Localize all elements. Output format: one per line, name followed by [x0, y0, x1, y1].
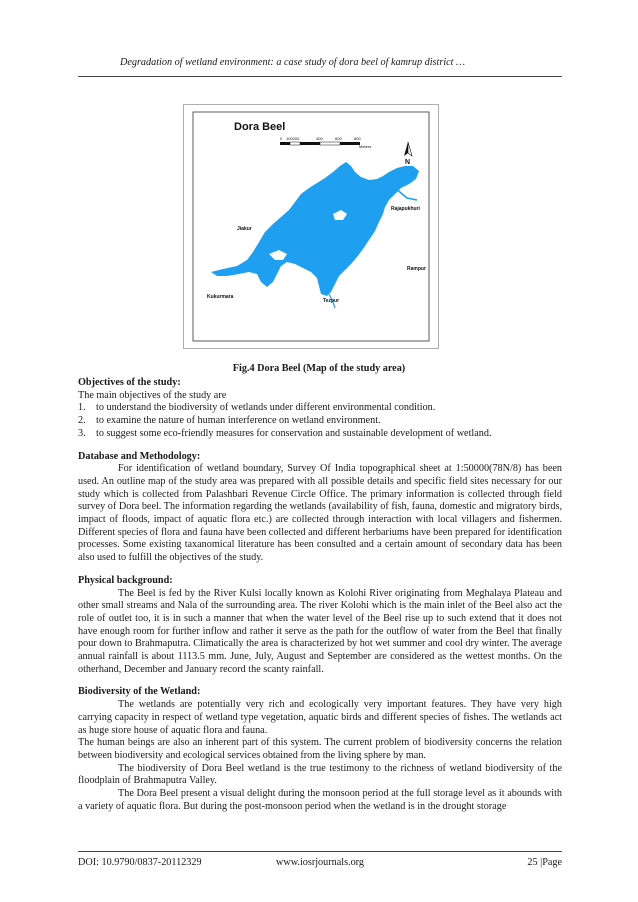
running-header: Degradation of wetland environment: a case study of dora beel of kamrup district …: [120, 57, 466, 68]
place-label: Rajapukhuri: [391, 206, 420, 212]
biodiversity-paragraph: The Dora Beel present a visual delight during the monsoon period at the full storage level as it abounds with a variety of aquatic flora. But during the post-monsoon period when the wetland is in the drought storage: [78, 788, 562, 812]
biodiversity-heading: Biodiversity of the Wetland:: [78, 686, 201, 698]
biodiversity-paragraph: The wetlands are potentially very rich and ecologically very important features. They have very high carrying capacity in respect of wetland type vegetation, aquatic birds and different species of fishes. The wetlands act as huge store house of aquatic flora and fauna.: [78, 699, 562, 736]
objectives-list: [78, 402, 562, 440]
header-rule: [78, 76, 562, 77]
objectives-heading: Objectives of the study:: [78, 377, 181, 388]
physical-heading: Physical background:: [78, 574, 173, 586]
biodiversity-paragraph: The biodiversity of Dora Beel wetland is the true testimony to the richness of wetland biodiversity of the floodplain of Brahmaputra Valley.: [78, 762, 562, 787]
article-body: [78, 377, 562, 814]
study-area-map: [183, 104, 439, 349]
methodology-paragraph: For identification of wetland boundary, Survey Of India topographical sheet at 1:50000(78N/8) has been used. An outline map of the study area was prepared with all possible details and specific field sites necessary for our study which is collected from Palashbari Revenue Circle Office. The primary information is collected through field survey of Dora beel. The information regarding the wetlands (availability of fish, fauna, domestic and migratory birds, impact of floods, impact of aquatic flora etc.) are collected through interaction with local villagers and fishermen. Different species of flora and fauna have been collected and different herbariums have been prepared for identification processes. Some existing taxanomical literature has been consulted and a certain amount of secondary data has been also used to fulfill the objectives of the study.: [78, 463, 562, 564]
footer-rule: [78, 851, 562, 852]
physical-paragraph: The Beel is fed by the River Kulsi locally known as Kolohi River originating from Meghalaya Plateau and other small streams and Nala of the surrounding area. The river Kolohi which is the main inlet of the Beel also act the role of outlet too, it is in such a manner that when the water level of the Beel rise up to such extend that it does not have enough room for further inflow and rather it serve as the path for the outflow of water from the Beel that finally pour down to Brahmaputra. Climatically the area is characterized by hot wet summer and cool dry winter. The average annual rainfall is about 1113.5 mm. June, July, August and September are considered as the wettest months. On the otherhand, December and January record the scanty rainfall.: [78, 587, 562, 675]
biodiversity-paragraph: The human beings are also an inherent part of this system. The current problem of biodiversity concerns the relation between biodiversity and ecological services obtained from the living sphere by man.: [78, 737, 562, 761]
footer-doi: DOI: 10.9790/0837-20112329: [78, 857, 202, 868]
place-label: Jiakur: [237, 226, 252, 232]
place-label: Rampur: [407, 266, 426, 272]
scale-label: 0: [280, 136, 283, 141]
list-item: 1. to understand the biodiversity of wetlands under different environmental condition.: [78, 402, 436, 414]
scale-unit: Meters: [359, 144, 372, 149]
methodology-heading: Database and Methodology:: [78, 450, 201, 462]
scale-label: 600: [335, 136, 342, 141]
north-label: N: [405, 159, 411, 166]
scale-label: 100200: [286, 136, 300, 141]
footer-website: www.iosrjournals.org: [275, 857, 364, 868]
figure-caption: Fig.4 Dora Beel (Map of the study area): [232, 363, 406, 374]
list-item: 2. to examine the nature of human interference on wetland environment.: [78, 415, 381, 427]
list-item: 3. to suggest some eco-friendly measures for conservation and sustainable development of wetland.: [78, 427, 492, 439]
objectives-intro: The main objectives of the study are: [78, 389, 227, 401]
map-svg: [183, 104, 439, 349]
place-label: Tezpur: [323, 298, 340, 304]
scale-label: 800: [354, 136, 361, 141]
footer-page-number: 25 |Page: [527, 857, 562, 868]
scale-label: 400: [316, 136, 323, 141]
map-title: Dora Beel: [234, 121, 286, 133]
place-label: Kukurmara: [207, 294, 234, 300]
